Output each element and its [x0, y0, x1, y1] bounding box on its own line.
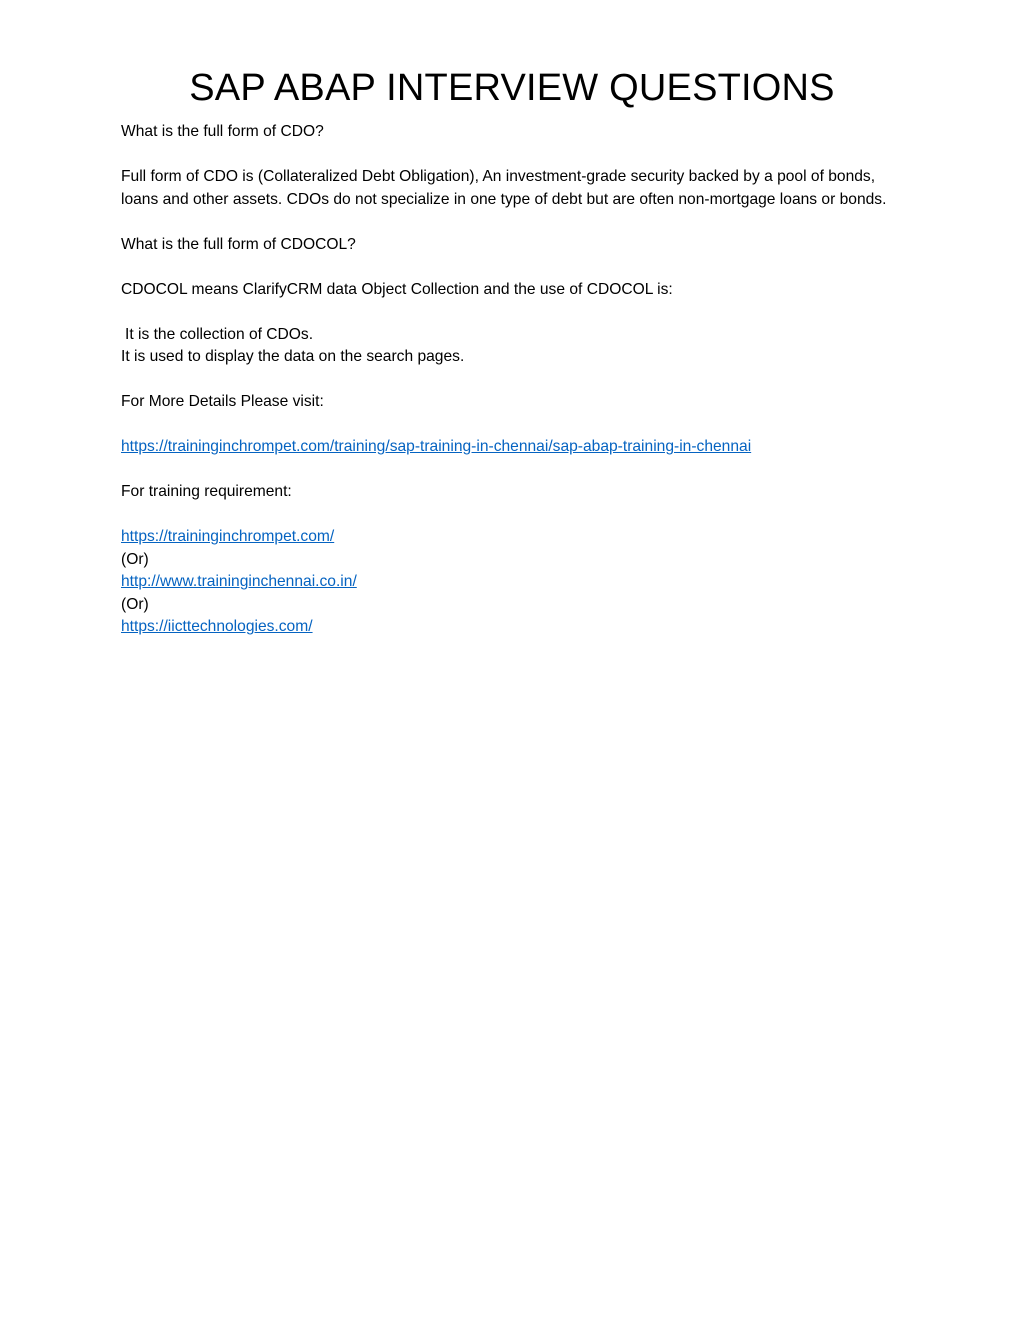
or-separator: (Or) — [121, 595, 149, 613]
spacer — [121, 301, 901, 324]
spacer — [121, 211, 901, 234]
spacer — [121, 144, 901, 167]
page-title: SAP ABAP INTERVIEW QUESTIONS — [189, 67, 835, 109]
question-cdocol: What is the full form of CDOCOL? — [121, 235, 356, 253]
spacer — [121, 504, 901, 527]
iicttechnologies-link[interactable]: https://iicttechnologies.com/ — [121, 618, 313, 635]
question-cdo: What is the full form of CDO? — [121, 123, 324, 140]
traininginchrompet-link[interactable]: https://traininginchrompet.com/ — [121, 528, 335, 545]
answer-cdocol-point-2: It is used to display the data on the search pages. — [121, 348, 465, 365]
traininginchennai-link[interactable]: http://www.traininginchennai.co.in/ — [121, 573, 357, 590]
answer-cdo: Full form of CDO is (Collateralized Debt Obligation), An investment-grade security backed by a pool of bonds, loans and other assets. CDOs do not specialize in one type of debt but are often non-mortgage loans or bonds. — [121, 168, 887, 208]
more-details-label: For More Details Please visit: — [121, 393, 324, 410]
or-separator: (Or) — [121, 550, 149, 568]
details-link[interactable]: https://traininginchrompet.com/training/sap-training-in-chennai/sap-abap-training-in-chennai — [121, 438, 752, 455]
training-requirement-label: For training requirement: — [121, 483, 292, 500]
document-body — [121, 121, 901, 639]
spacer — [121, 414, 901, 437]
spacer — [121, 369, 901, 392]
answer-cdocol-point-1: It is the collection of CDOs. — [125, 325, 314, 343]
answer-cdocol-intro: CDOCOL means ClarifyCRM data Object Collection and the use of CDOCOL is: — [121, 280, 673, 298]
spacer — [121, 459, 901, 482]
spacer — [121, 256, 901, 279]
